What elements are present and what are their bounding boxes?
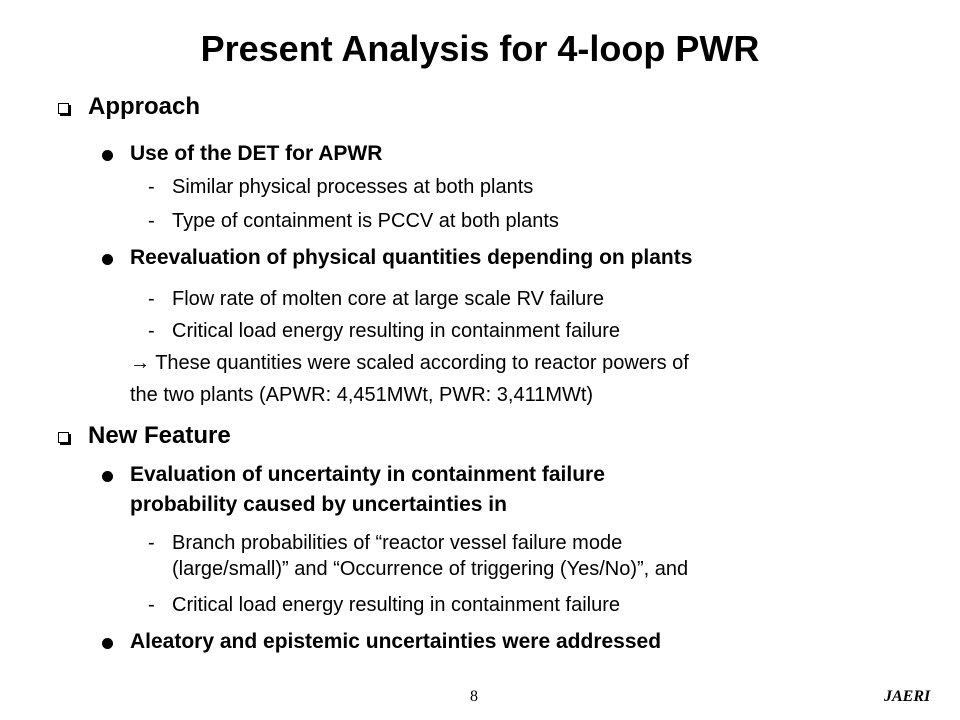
- sub-item: Similar physical processes at both plants: [172, 176, 534, 198]
- sub-marker: -: [148, 176, 155, 198]
- bullet-dot-icon: [102, 638, 113, 649]
- section-heading-approach: Approach: [88, 93, 201, 120]
- slide-title: Present Analysis for 4-loop PWR: [200, 28, 760, 69]
- sub-marker: -: [148, 288, 155, 310]
- section-heading-new-feature: New Feature: [88, 422, 231, 449]
- bullet-reevaluation: Reevaluation of physical quantities depending on plants: [130, 246, 693, 269]
- scaling-note-line: the two plants (APWR: 4,451MWt, PWR: 3,411MWt): [130, 384, 594, 406]
- checkbox-bullet-icon: [58, 103, 69, 114]
- page-number: 8: [470, 688, 478, 705]
- sub-item: Critical load energy resulting in containment failure: [172, 320, 621, 342]
- bullet-dot-icon: [102, 254, 113, 265]
- scaling-note-line: → These quantities were scaled according to reactor powers of: [130, 352, 689, 374]
- sub-item-line: Branch probabilities of “reactor vessel failure mode: [172, 532, 623, 554]
- sub-item-line: (large/small)” and “Occurrence of triggering (Yes/No)”, and: [172, 558, 689, 580]
- bullet-dot-icon: [102, 471, 113, 482]
- bullet-dot-icon: [102, 150, 113, 161]
- sub-marker: -: [148, 532, 155, 554]
- sub-item: Type of containment is PCCV at both plants: [172, 210, 559, 232]
- sub-item: Critical load energy resulting in containment failure: [172, 594, 621, 616]
- sub-marker: -: [148, 210, 155, 232]
- sub-marker: -: [148, 594, 155, 616]
- bullet-aleatory-epistemic: Aleatory and epistemic uncertainties were addressed: [130, 630, 662, 653]
- bullet-det-apwr: Use of the DET for APWR: [130, 142, 383, 165]
- checkbox-bullet-icon: [58, 432, 69, 443]
- org-label: JAERI: [884, 688, 931, 705]
- sub-item: Flow rate of molten core at large scale RV failure: [172, 288, 605, 310]
- sub-marker: -: [148, 320, 155, 342]
- bullet-uncertainty-line: probability caused by uncertainties in: [130, 493, 507, 516]
- bullet-uncertainty-line: Evaluation of uncertainty in containment failure: [130, 463, 605, 486]
